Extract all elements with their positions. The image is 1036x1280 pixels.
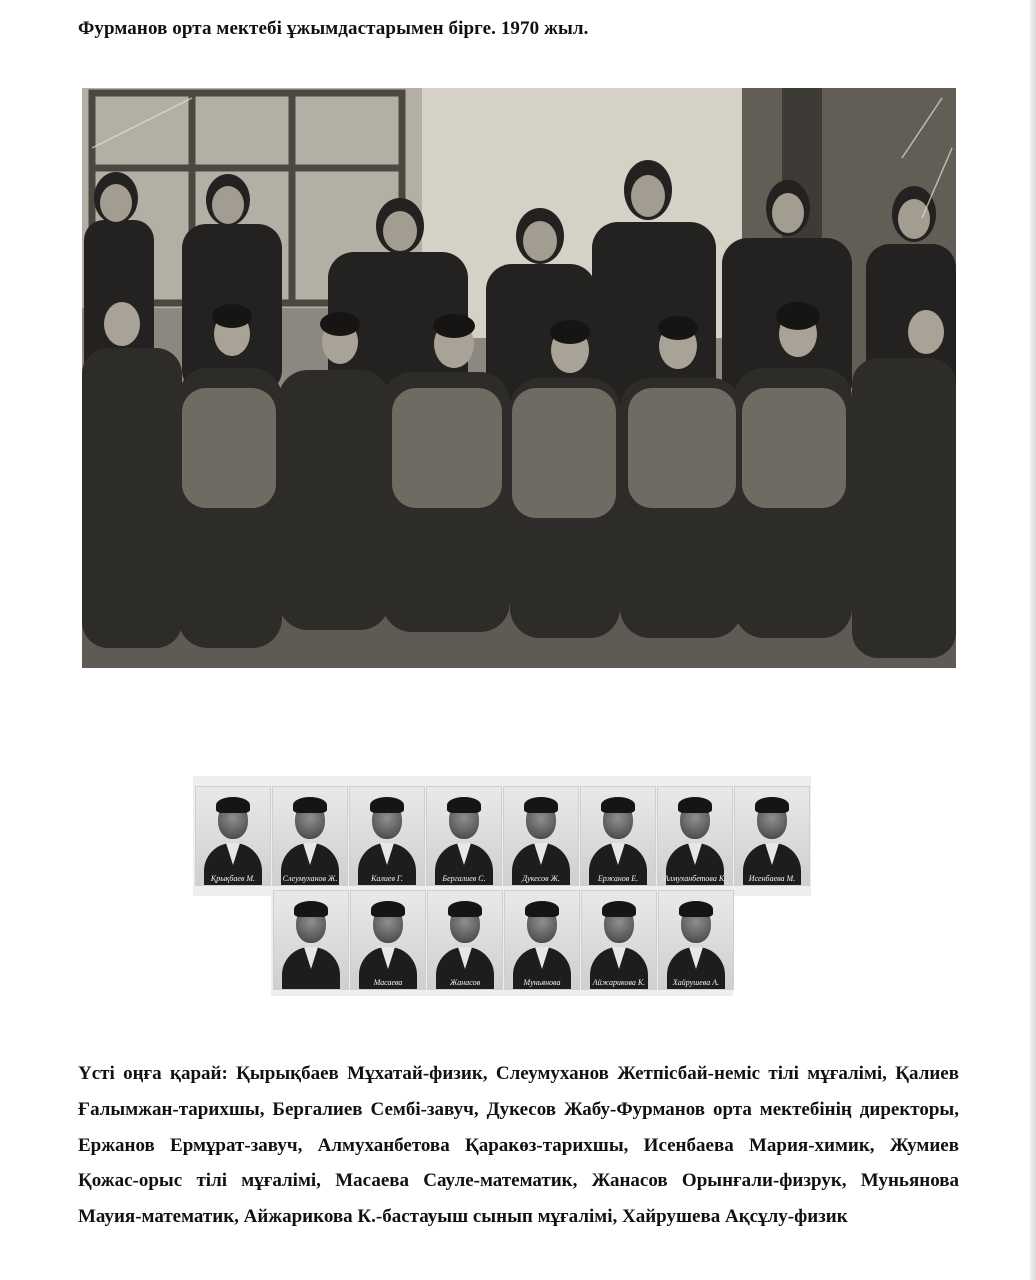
portrait-caption: Айжарикова К.	[592, 978, 646, 987]
portrait-hair	[294, 901, 328, 917]
portrait-hair	[679, 901, 713, 917]
portrait-photo	[272, 786, 348, 886]
portrait-photo	[581, 890, 657, 990]
portrait-photo	[349, 786, 425, 886]
portrait-caption: Бергалиев С.	[442, 874, 486, 883]
portrait-photo	[504, 890, 580, 990]
portrait-hair	[370, 797, 404, 813]
portrait-hair	[601, 797, 635, 813]
portrait-hair	[524, 797, 558, 813]
portrait-hair	[447, 797, 481, 813]
portrait-hair	[448, 901, 482, 917]
portrait-photo	[503, 786, 579, 886]
portrait-caption: Алмуханбетова К.	[663, 874, 727, 883]
portrait-caption: Муньянова	[523, 978, 561, 987]
portrait-photo	[658, 890, 734, 990]
portrait-hair	[678, 797, 712, 813]
portrait-hair	[755, 797, 789, 813]
portrait-photo	[426, 786, 502, 886]
portrait-caption: Қрықбаев М.	[210, 874, 256, 883]
portrait-photo	[350, 890, 426, 990]
portrait-caption: Ержанов Е.	[597, 874, 639, 883]
portrait-photo	[580, 786, 656, 886]
portrait-hair	[525, 901, 559, 917]
photo-caption: Үсті оңға қарай: Қырықбаев Мұхатай-физик, Слеумуханов Жетпісбай-неміс тілі мұғалімі, Қалиев Ғалымжан-тарихшы, Бергалиев Сембі-завуч, Дукесов Жабу-Фурманов орта мектебінің директоры, Ержанов Ермұрат-завуч, Алмуханбетова Қаракөз-тарихшы, Исенбаева Мария-химик, Жумиев Қожас-орыс тілі мұғалімі, Масаева Сауле-математик, Жанасов Орынғали-физрук, Муньянова Мауия-математик, Айжарикова К.-бастауыш сынып мұғалімі, Хайрушева Ақсұлу-физик	[78, 1063, 959, 1228]
portrait-hair	[371, 901, 405, 917]
group-photo-illustration	[82, 88, 956, 668]
portrait-photo	[657, 786, 733, 886]
portrait-hair	[293, 797, 327, 813]
page-title: Фурманов орта мектебі ұжымдастарымен бірге. 1970 жыл.	[78, 18, 589, 39]
page-edge-shadow	[1030, 0, 1036, 1280]
portrait-photo	[734, 786, 810, 886]
portrait-photo	[195, 786, 271, 886]
portrait-hair	[216, 797, 250, 813]
portrait-caption: Дукесов Ж.	[522, 874, 560, 883]
portrait-hair	[602, 901, 636, 917]
portrait-caption: Слеумуханов Ж.	[282, 874, 338, 883]
portrait-caption: Калиев Г.	[371, 874, 403, 883]
group-photo	[82, 88, 956, 668]
portrait-caption: Исенбаева М.	[748, 874, 796, 883]
portrait-photo	[427, 890, 503, 990]
portrait-photo	[273, 890, 349, 990]
portrait-caption: Хайрушева А.	[672, 978, 720, 987]
portrait-caption: Жанасов	[449, 978, 481, 987]
portrait-sheet	[193, 776, 811, 996]
portrait-caption: Масаева	[373, 978, 403, 987]
